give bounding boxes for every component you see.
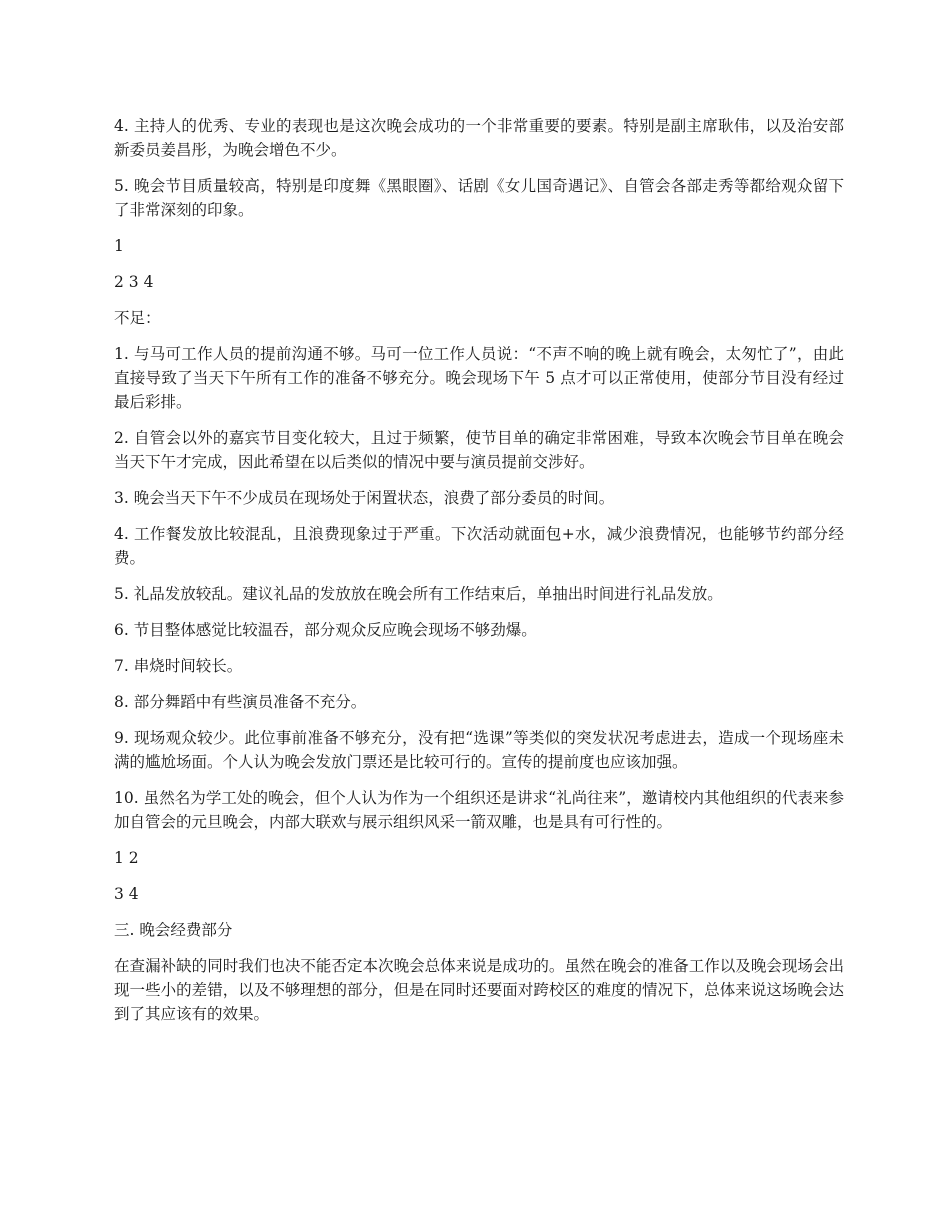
section-heading-shortcomings: 不足： xyxy=(114,309,161,327)
shortcoming-item-3: 3. 晚会当天下午不少成员在现场处于闲置状态，浪费了部分委员的时间。 xyxy=(114,489,615,507)
paragraph-marker-2-3-4: 2 3 4 xyxy=(114,273,154,291)
shortcoming-item-4: 4. 工作餐发放比较混乱，且浪费现象过于严重。下次活动就面包+水，减少浪费情况，也能够节约部分经费。 xyxy=(114,525,844,567)
shortcoming-item-6: 6. 节目整体感觉比较温吞，部分观众反应晚会现场不够劲爆。 xyxy=(114,621,537,639)
shortcoming-item-10: 10. 虽然名为学工处的晚会，但个人认为作为一个组织还是讲求“礼尚往来”，邀请校内其他组织的代表来参加自管会的元旦晚会，内部大联欢与展示组织风采一箭双雕，也是具有可行性的。 xyxy=(114,789,844,831)
shortcoming-item-8: 8. 部分舞蹈中有些演员准备不充分。 xyxy=(114,693,367,711)
paragraph-program-quality: 5. 晚会节目质量较高，特别是印度舞《黑眼圈》、话剧《女儿国奇遇记》、自管会各部走秀等都给观众留下了非常深刻的印象。 xyxy=(114,177,844,219)
document-body xyxy=(114,114,844,1038)
shortcoming-item-1: 1. 与马可工作人员的提前沟通不够。马可一位工作人员说：“不声不响的晚上就有晚会，太匆忙了”，由此直接导致了当天下午所有工作的准备不够充分。晚会现场下午 5 点才可以正常使用，使部分节目没有经过最后彩排。 xyxy=(114,345,844,411)
paragraph-marker-3-4: 3 4 xyxy=(114,885,139,903)
shortcoming-item-7: 7. 串烧时间较长。 xyxy=(114,657,243,675)
paragraph-marker-1-2: 1 2 xyxy=(114,849,139,867)
paragraph-conclusion: 在查漏补缺的同时我们也决不能否定本次晚会总体来说是成功的。虽然在晚会的准备工作以及晚会现场会出现一些小的差错，以及不够理想的部分，但是在同时还要面对跨校区的难度的情况下，总体来说这场晚会达到了其应该有的效果。 xyxy=(114,957,844,1023)
section-heading-budget: 三. 晚会经费部分 xyxy=(114,921,233,939)
shortcoming-item-5: 5. 礼品发放较乱。建议礼品的发放放在晚会所有工作结束后，单抽出时间进行礼品发放。 xyxy=(114,585,723,603)
shortcoming-item-9: 9. 现场观众较少。此位事前准备不够充分，没有把“选课”等类似的突发状况考虑进去，造成一个现场座未满的尴尬场面。个人认为晚会发放门票还是比较可行的。宣传的提前度也应该加强。 xyxy=(114,729,844,771)
paragraph-marker-1: 1 xyxy=(114,237,124,255)
shortcoming-item-2: 2. 自管会以外的嘉宾节目变化较大，且过于频繁，使节目单的确定非常困难，导致本次晚会节目单在晚会当天下午才完成，因此希望在以后类似的情况中要与演员提前交涉好。 xyxy=(114,429,844,471)
paragraph-host-performance: 4. 主持人的优秀、专业的表现也是这次晚会成功的一个非常重要的要素。特别是副主席耿伟，以及治安部新委员姜昌彤，为晚会增色不少。 xyxy=(114,117,844,159)
